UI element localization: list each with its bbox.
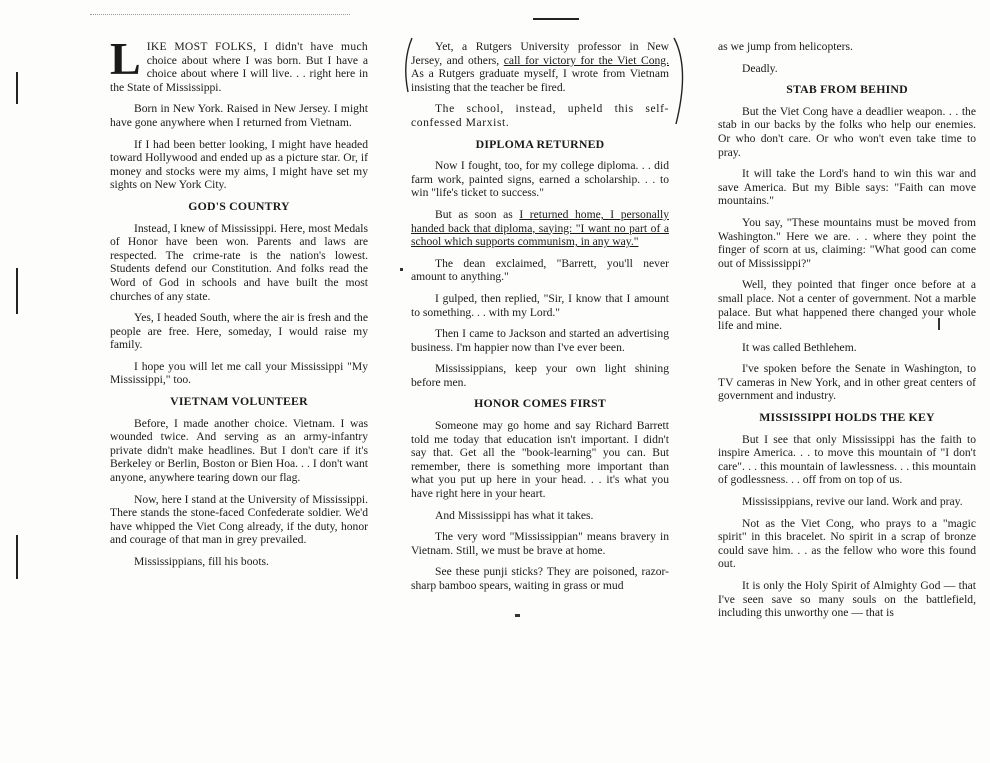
paragraph: Mississippians, revive our land. Work and pray.: [742, 495, 963, 509]
speck: [400, 268, 403, 271]
margin-mark: [16, 72, 18, 104]
paragraph: I've spoken before the Senate in Washington, to TV cameras in New York, and in other great centers of government and industry.: [718, 362, 976, 403]
paragraph: Not as the Viet Cong, who prays to a "magic spirit" in this bracelet. No spirit in a scrap of bronze could save him. . . as the fellow who wore this found out.: [718, 516, 976, 571]
scan-top-edge: [90, 14, 350, 16]
margin-mark: [16, 535, 18, 579]
section-heading: VIETNAM VOLUNTEER: [170, 394, 308, 409]
column-2: [411, 40, 669, 601]
lead-rest: choice about where I was born. But I have a choice about where I will live. . . right here in the State of Mississippi.: [110, 53, 368, 94]
section-heading: MISSISSIPPI HOLDS THE KEY: [759, 410, 935, 425]
section-heading: HONOR COMES FIRST: [474, 396, 606, 411]
paragraph: [411, 40, 669, 94]
paragraph: You say, "These mountains must be moved from Washington." Here we are. . . where they point the finger of scorn at us, claiming: "What good can come out of Mississippi?": [718, 215, 976, 270]
paragraph: Someone may go home and say Richard Barrett told me today that education isn't important. I didn't say that. Get all the "book-learning" you can. But remember, there is something more important than what you put up here in your head. . . it's what you have right here in your heart.: [411, 419, 669, 501]
paragraph: Well, they pointed that finger once before at a small place. Not a center of government. Not a marble palace. But what happened there changed your whole life and mine.: [718, 278, 976, 333]
paragraph: Mississippians, fill his boots.: [134, 555, 269, 568]
paragraph: as we jump from helicopters.: [718, 40, 853, 53]
text-span: As a Rutgers graduate myself, I wrote from Vietnam insisting that the teacher be fired.: [411, 67, 669, 94]
margin-mark: [16, 268, 18, 314]
paragraph: Now I fought, too, for my college diploma. . . did farm work, painted signs, earned a scholarship. . . to win "life's ticket to success.": [411, 159, 669, 200]
paragraph: The dean exclaimed, "Barrett, you'll never amount to anything.": [411, 256, 669, 284]
paragraph: It will take the Lord's hand to win this war and save America. But my Bible says: "Faith can move mountains.": [718, 167, 976, 208]
paragraph: But I see that only Mississippi has the faith to inspire America. . . to move this mountain of "I don't care". . . this mountain of lawlessness. . . this mountain of godlessness. . . off from on top of us.: [718, 432, 976, 487]
paragraph: Mississippians, keep your own light shining before men.: [411, 362, 669, 389]
paragraph: Instead, I knew of Mississippi. Here, most Medals of Honor have been won. Parents and laws are respected. The crime-rate is the nation's lowest. Students defend our Constitution. And folks read the Word of God in schools and have built the most churches of any state.: [110, 221, 368, 303]
paragraph: And Mississippi has what it takes.: [435, 508, 594, 522]
dropcap: L: [110, 33, 141, 84]
paragraph: Before, I made another choice. Vietnam. I was wounded twice. And serving as an army-infantry private didn't make headlines. But I don't care if it's Berkeley or Berlin, Boston or Bien Hoa. . . I don't want anyone, anywhere tearing down our flag.: [110, 416, 368, 485]
paragraph: It was called Bethlehem.: [742, 340, 857, 354]
paragraph: I gulped, then replied, "Sir, I know that I amount to something. . . with my Lord.": [411, 291, 669, 319]
paragraph: The school, instead, upheld this self-confessed Marxist.: [411, 102, 669, 129]
lead-caps: IKE MOST FOLKS, I didn't have much: [146, 40, 368, 53]
top-dash-mark: [533, 18, 579, 20]
lead-paragraph: [110, 33, 368, 94]
paragraph: But the Viet Cong have a deadlier weapon. . . the stab in our backs by the folks who help our enemies. Or who don't care. Or who won't even take time to pray.: [718, 104, 976, 159]
paragraph: I hope you will let me call your Mississippi "My Mississippi," too.: [110, 359, 368, 387]
paragraph: Then I came to Jackson and started an advertising business. I'm happier now than I've ever been.: [411, 327, 669, 354]
underlined-text: call for victory for the Viet Cong.: [503, 53, 669, 67]
paragraph: The very word "Mississippian" means bravery in Vietnam. Still, we must be brave at home.: [411, 530, 669, 557]
section-heading: STAB FROM BEHIND: [786, 82, 908, 97]
paragraph: It is only the Holy Spirit of Almighty God — that I've seen save so many souls on the battlefield, including this unworthy one — that is: [718, 579, 976, 620]
column-3: [718, 40, 976, 628]
paragraph: If I had been better looking, I might have headed toward Hollywood and ended up as a picture star. Or, if money and stocks were my aims, I might have set my sights on New York City.: [110, 137, 368, 192]
column-1: [110, 33, 368, 577]
paragraph: [411, 208, 669, 249]
paragraph: Now, here I stand at the University of Mississippi. There stands the stone-faced Confederate soldier. We'd have whipped the Viet Cong already, if the duty, honor and courage of that man in grey prevailed.: [110, 492, 368, 547]
section-heading: DIPLOMA RETURNED: [475, 136, 605, 151]
speck: [515, 614, 520, 617]
section-heading: GOD'S COUNTRY: [188, 198, 290, 213]
paragraph: See these punji sticks? They are poisoned, razor-sharp bamboo spears, waiting in grass or mud: [411, 565, 669, 592]
text-span: Yet, a Rutgers University professor in New Jersey, and others,: [411, 40, 669, 67]
text-span: But as soon as: [435, 207, 513, 221]
paragraph: Deadly.: [742, 61, 778, 75]
paragraph: Yes, I headed South, where the air is fresh and the people are free. Here, someday, I would raise my family.: [110, 311, 368, 352]
underlined-text: I returned home, I personally handed back that diploma, saying: "I want no part of a school which supports communism, in any way.": [411, 207, 669, 249]
paragraph: Born in New York. Raised in New Jersey. I might have gone anywhere when I returned from Vietnam.: [110, 102, 368, 129]
